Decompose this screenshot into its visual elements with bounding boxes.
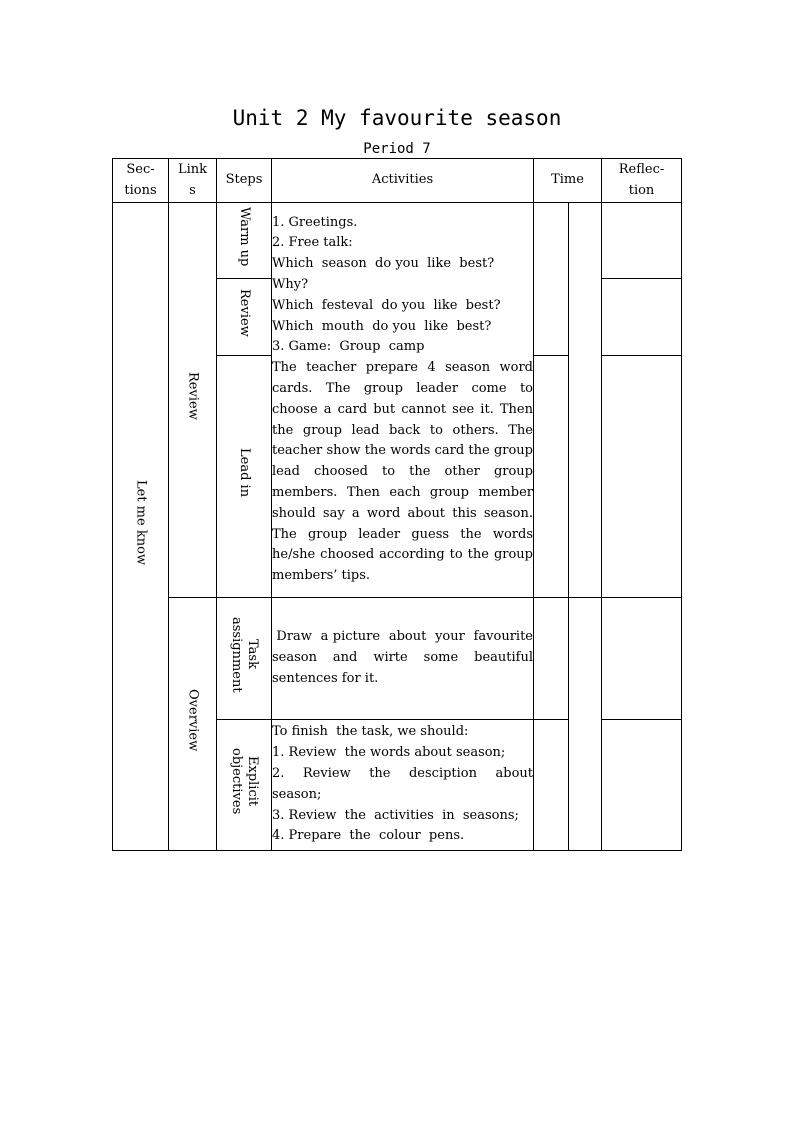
activity-line: Which season do you like best? bbox=[272, 256, 495, 272]
step-label-warm-up: Warm up bbox=[237, 206, 252, 267]
activities-objectives-cell bbox=[272, 719, 534, 850]
activity-line: cards. The group leader come to bbox=[272, 381, 533, 396]
header-time: Time bbox=[534, 159, 602, 203]
activity-line: 1. Greetings. bbox=[272, 214, 358, 230]
header-reflection: Reflec- tion bbox=[602, 159, 682, 203]
activity-line: 4. Prepare the colour pens. bbox=[272, 828, 465, 844]
activity-line: Which festeval do you like best? bbox=[272, 297, 501, 313]
activity-line: lead choosed to the other group bbox=[272, 464, 533, 480]
activity-line: The group leader guess the words bbox=[272, 526, 533, 542]
step-cell-lead-in bbox=[217, 355, 272, 597]
activity-line: members’ tips. bbox=[272, 568, 371, 584]
activity-line: sentences for it. bbox=[272, 670, 379, 686]
header-links: Link s bbox=[169, 159, 217, 203]
time-sub-cell bbox=[569, 597, 602, 850]
activity-line: season; bbox=[272, 786, 322, 802]
header-steps: Steps bbox=[217, 159, 272, 203]
time-cell bbox=[534, 202, 569, 355]
activity-line: 3. Game: Group camp bbox=[272, 339, 425, 355]
time-cell bbox=[534, 719, 569, 850]
link-label-review: Review bbox=[185, 371, 201, 420]
header-activities: Activities bbox=[272, 159, 534, 203]
activity-line: should say a word about this season. bbox=[272, 505, 533, 521]
activity-line: The teacher prepare 4 season word bbox=[272, 360, 533, 376]
table-row bbox=[113, 202, 682, 278]
activities-task-cell bbox=[272, 597, 534, 719]
activity-line: choose a card but cannot see it. Then bbox=[272, 401, 533, 417]
link-label-overview: Overview bbox=[185, 688, 201, 752]
activity-line: To finish the task, we should: bbox=[272, 724, 469, 740]
activities-review-cell bbox=[272, 202, 534, 597]
activity-line: 2. Free talk: bbox=[272, 235, 353, 251]
activity-line: 1. Review the words about season; bbox=[272, 745, 506, 761]
time-sub-cell bbox=[569, 202, 602, 597]
link-cell-review bbox=[169, 202, 217, 597]
activity-line: the group lead back to others. The bbox=[272, 422, 533, 438]
activity-line: teacher show the words card the group bbox=[272, 443, 533, 459]
step-label-explicit-objectives: Explicit objectives bbox=[229, 747, 260, 815]
step-label-lead-in: Lead in bbox=[237, 447, 252, 497]
reflection-cell bbox=[602, 278, 682, 355]
reflection-cell bbox=[602, 719, 682, 850]
activity-line: 3. Review the activities in seasons; bbox=[272, 807, 519, 823]
table-row bbox=[113, 597, 682, 719]
activity-line: members. Then each group member bbox=[272, 484, 533, 500]
activity-line: Draw a picture about your favourite bbox=[272, 629, 533, 645]
step-cell-task-assignment bbox=[217, 597, 272, 719]
activity-line: Which mouth do you like best? bbox=[272, 318, 492, 334]
section-label: Let me know bbox=[133, 479, 149, 565]
table-header-row bbox=[113, 159, 682, 203]
step-cell-review bbox=[217, 278, 272, 355]
activity-line: he/she choosed according to the group bbox=[272, 547, 533, 563]
reflection-cell bbox=[602, 202, 682, 278]
reflection-cell bbox=[602, 597, 682, 719]
step-label-review: Review bbox=[237, 288, 252, 337]
step-label-task-assignment: Task assignment bbox=[229, 616, 260, 693]
step-cell-explicit-objectives bbox=[217, 719, 272, 850]
section-cell bbox=[113, 202, 169, 850]
link-cell-overview bbox=[169, 597, 217, 850]
document-title: Unit 2 My favourite season bbox=[232, 106, 562, 130]
time-cell bbox=[534, 597, 569, 719]
reflection-cell bbox=[602, 355, 682, 597]
lesson-plan-table bbox=[112, 158, 682, 851]
activity-line: 2. Review the desciption about bbox=[272, 766, 533, 781]
activity-line: Why? bbox=[272, 277, 309, 293]
step-cell-warm-up bbox=[217, 202, 272, 278]
header-sections: Sec- tions bbox=[113, 159, 169, 203]
time-cell bbox=[534, 355, 569, 597]
period-label: Period 7 bbox=[363, 141, 431, 157]
activity-line: season and wirte some beautiful bbox=[272, 649, 533, 665]
